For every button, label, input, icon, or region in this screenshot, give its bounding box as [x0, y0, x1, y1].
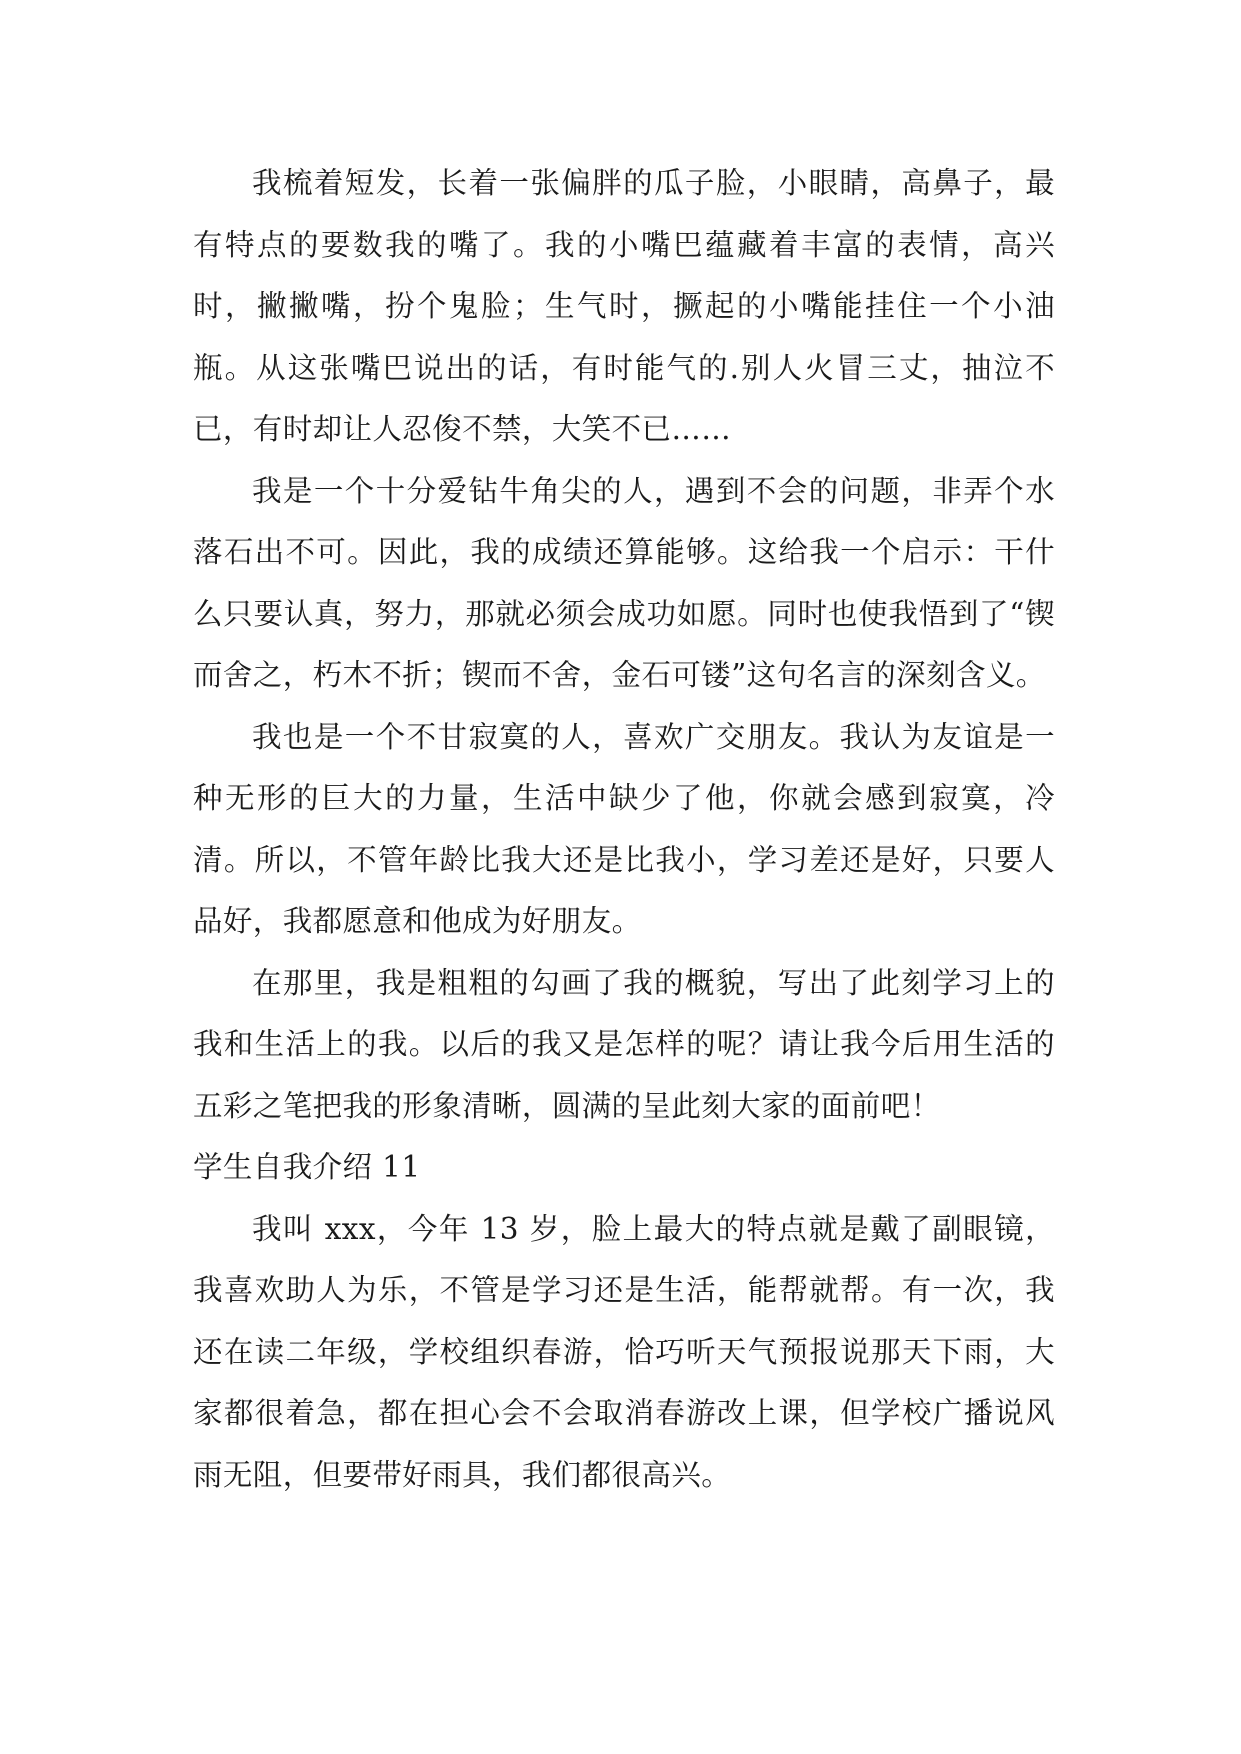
paragraph-conclusion: 在那里，我是粗粗的勾画了我的概貌，写出了此刻学习上的我和生活上的我。以后的我又是怎样的呢？请让我今后用生活的五彩之笔把我的形象清晰，圆满的呈此刻大家的面前吧！ [193, 965, 1055, 1123]
paragraph-appearance: 我梳着短发，长着一张偏胖的瓜子脸，小眼睛，高鼻子，最有特点的要数我的嘴了。我的小嘴巴蕴藏着丰富的表情，高兴时，撇撇嘴，扮个鬼脸；生气时，撅起的小嘴能挂住一个小油瓶。从这张嘴巴说出的话，有时能气的.别人火冒三丈，抽泣不已，有时却让人忍俊不禁，大笑不已…… [193, 166, 1055, 446]
paragraph-persistence: 我是一个十分爱钻牛角尖的人，遇到不会的问题，非弄个水落石出不可。因此，我的成绩还算能够。这给我一个启示：干什么只要认真，努力，那就必须会成功如愿。同时也使我悟到了“锲而舍之，朽木不折；锲而不舍，金石可镂”这句名言的深刻含义。 [193, 473, 1055, 692]
section-heading: 学生自我介绍 11 [193, 1150, 421, 1184]
document-body [193, 153, 1055, 1506]
paragraph-friendship: 我也是一个不甘寂寞的人，喜欢广交朋友。我认为友谊是一种无形的巨大的力量，生活中缺少了他，你就会感到寂寞，冷清。所以，不管年龄比我大还是比我小，学习差还是好，只要人品好，我都愿意和他成为好朋友。 [193, 719, 1055, 938]
paragraph-introduction: 我叫 xxx，今年 13 岁，脸上最大的特点就是戴了副眼镜，我喜欢助人为乐，不管是学习还是生活，能帮就帮。有一次，我还在读二年级，学校组织春游，恰巧听天气预报说那天下雨，大家都很着急，都在担心会不会取消春游改上课，但学校广播说风雨无阻，但要带好雨具，我们都很高兴。 [193, 1211, 1055, 1492]
